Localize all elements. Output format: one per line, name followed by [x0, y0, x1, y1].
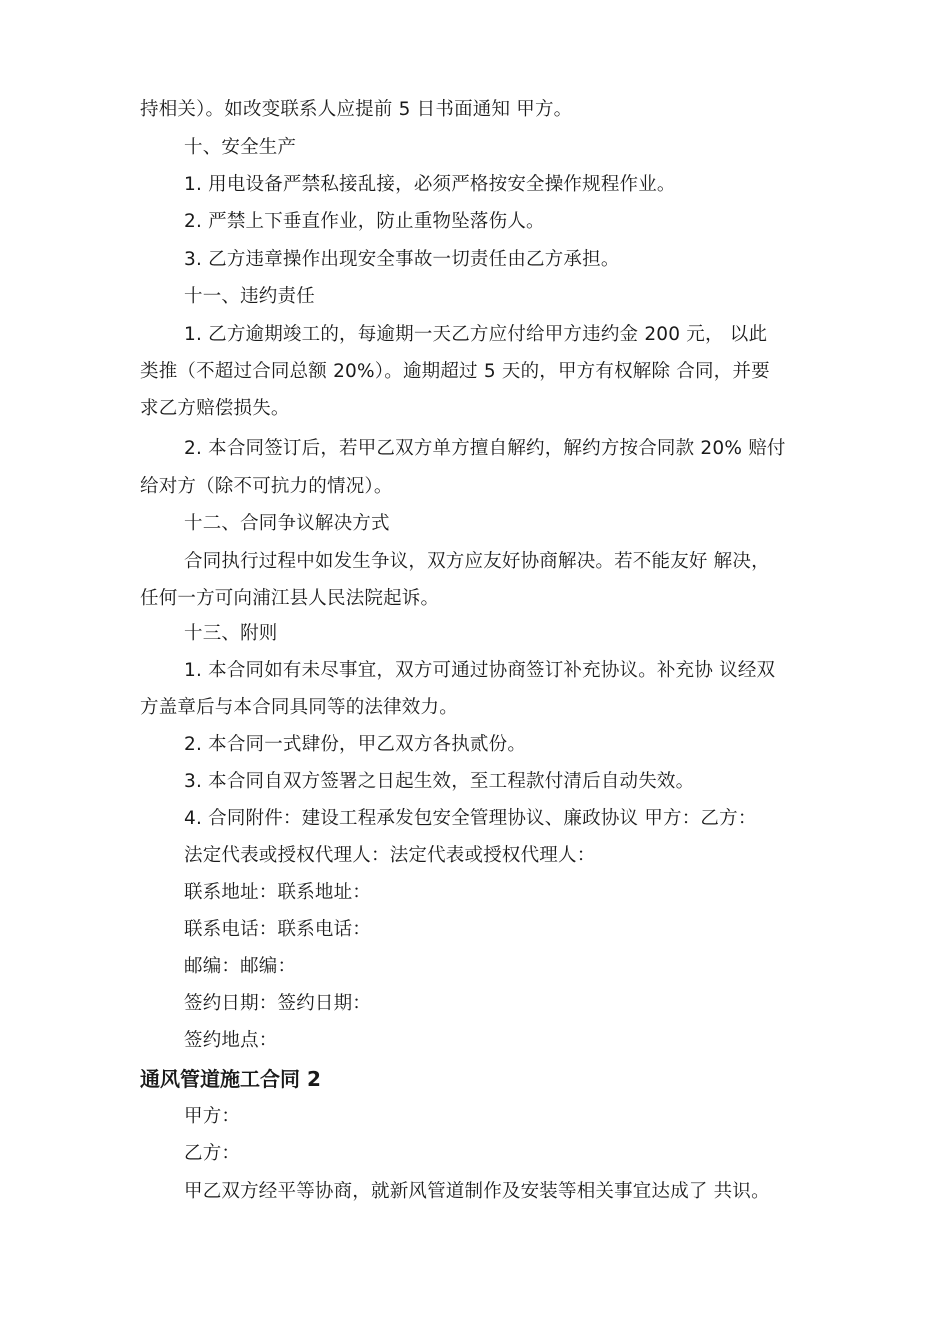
paragraph-line: 3. 本合同自双方签署之日起生效，至工程款付清后自动失效。 [184, 771, 695, 792]
signature-field-line: 邮编：邮编： [184, 956, 297, 977]
paragraph-line: 甲乙双方经平等协商，就新风管道制作及安装等相关事宜达成了 共识。 [184, 1181, 770, 1202]
section-heading: 十三、附则 [184, 623, 278, 644]
paragraph-line: 类推（不超过合同总额 20%）。逾期超过 5 天的，甲方有权解除 合同，并要 [140, 361, 770, 382]
paragraph-line: 4. 合同附件：建设工程承发包安全管理协议、廉政协议 甲方：乙方： [184, 808, 757, 829]
section-heading: 十一、违约责任 [184, 286, 315, 307]
paragraph-line: 任何一方可向浦江县人民法院起诉。 [140, 588, 440, 609]
paragraph-line: 求乙方赔偿损失。 [140, 398, 290, 419]
paragraph-line: 1. 用电设备严禁私接乱接，必须严格按安全操作规程作业。 [184, 174, 676, 195]
section-heading: 十、安全生产 [184, 137, 297, 158]
paragraph-line: 2. 本合同签订后，若甲乙双方单方擅自解约，解约方按合同款 20% 赔付 [184, 438, 786, 459]
paragraph-line: 2. 本合同一式肆份，甲乙双方各执贰份。 [184, 734, 527, 755]
signature-field-line: 联系地址：联系地址： [184, 882, 372, 903]
paragraph-line: 持相关）。如改变联系人应提前 5 日书面通知 甲方。 [140, 99, 573, 120]
signature-field-line: 法定代表或授权代理人：法定代表或授权代理人： [184, 845, 596, 866]
party-a-line: 甲方： [184, 1106, 241, 1127]
paragraph-line: 1. 乙方逾期竣工的，每逾期一天乙方应付给甲方违约金 200 元， 以此 [184, 324, 768, 345]
signature-field-line: 签约地点： [184, 1030, 278, 1051]
signature-field-line: 签约日期：签约日期： [184, 993, 372, 1014]
paragraph-line: 1. 本合同如有未尽事宜，双方可通过协商签订补充协议。补充协 议经双 [184, 660, 776, 681]
section-title: 通风管道施工合同 2 [140, 1067, 321, 1091]
paragraph-line: 合同执行过程中如发生争议，双方应友好协商解决。若不能友好 解决， [184, 551, 770, 572]
paragraph-line: 3. 乙方违章操作出现安全事故一切责任由乙方承担。 [184, 249, 620, 270]
party-b-line: 乙方： [184, 1143, 241, 1164]
signature-field-line: 联系电话：联系电话： [184, 919, 372, 940]
paragraph-line: 方盖章后与本合同具同等的法律效力。 [140, 697, 458, 718]
section-heading: 十二、合同争议解决方式 [184, 513, 390, 534]
paragraph-line: 2. 严禁上下垂直作业，防止重物坠落伤人。 [184, 211, 545, 232]
paragraph-line: 给对方（除不可抗力的情况）。 [140, 476, 393, 497]
